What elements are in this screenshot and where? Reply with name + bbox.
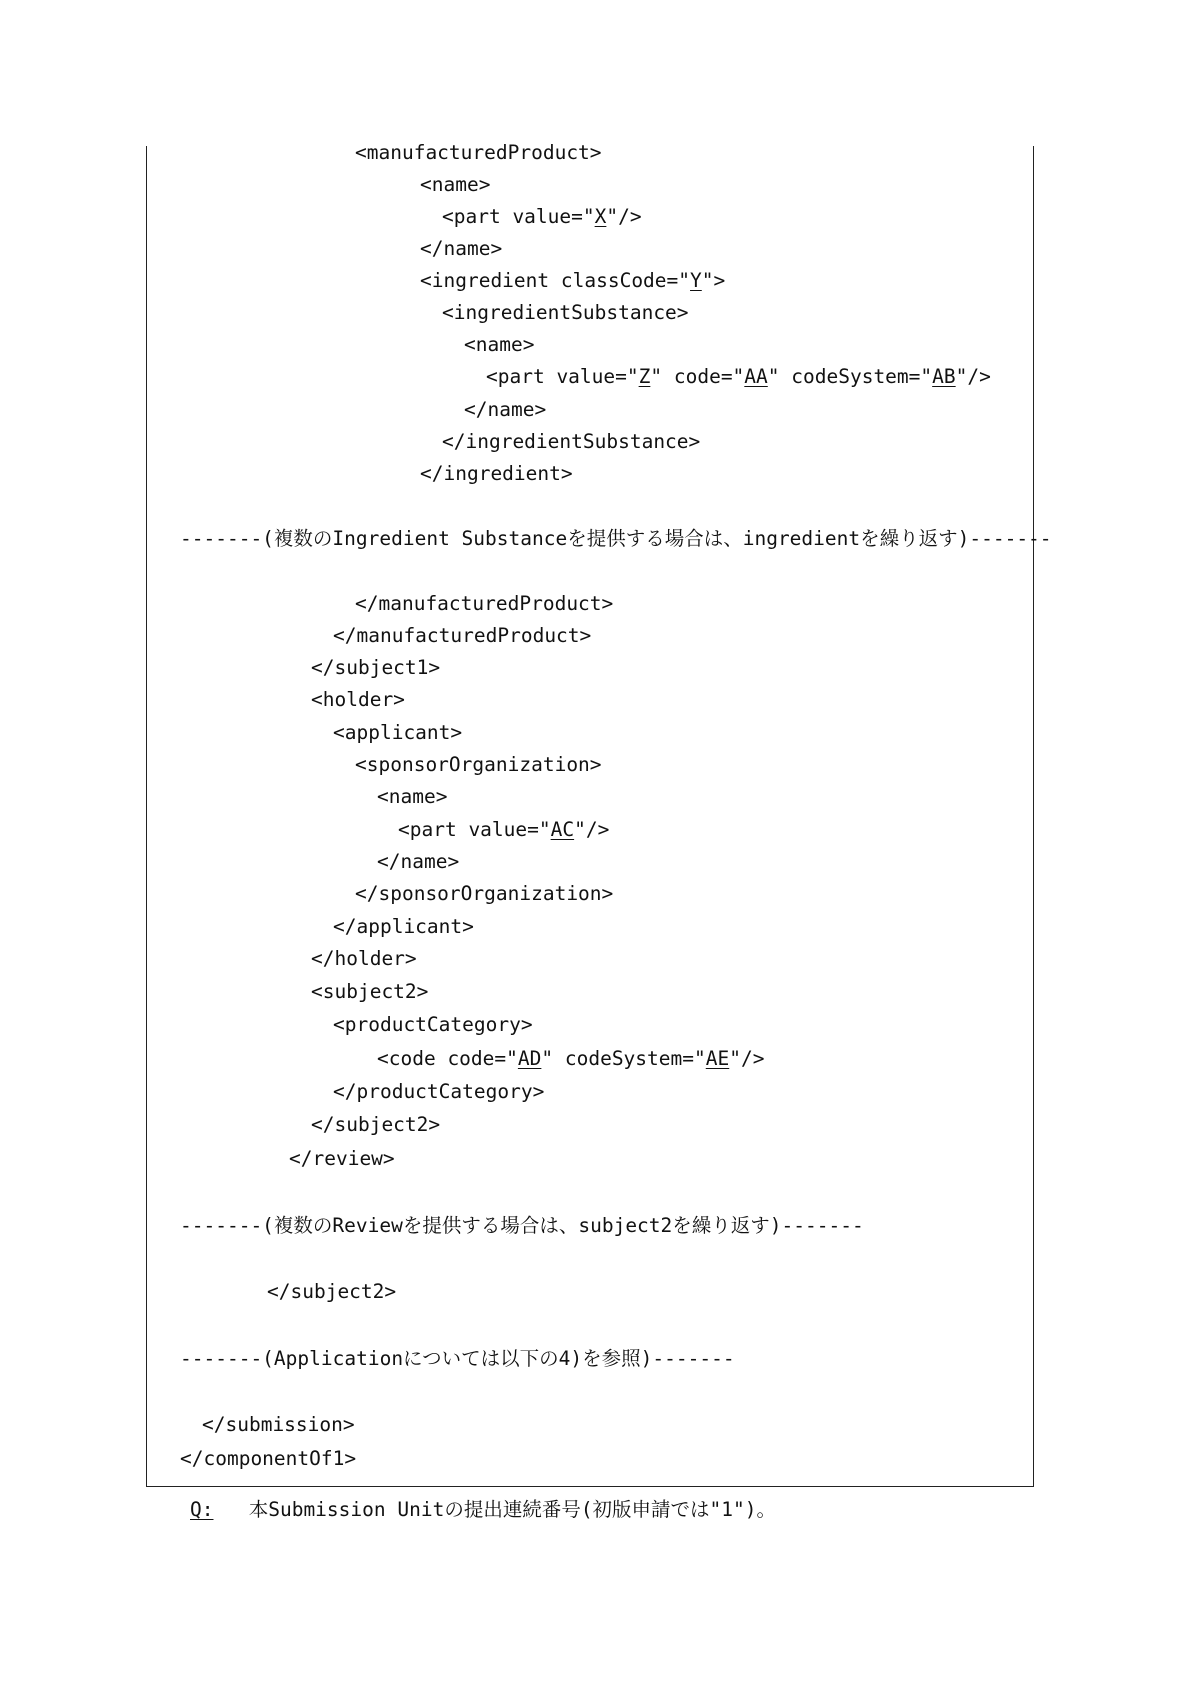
- placeholder-token: AA: [744, 365, 768, 388]
- code-text: " codeSystem=": [541, 1047, 706, 1070]
- code-text: <ingredientSubstance>: [442, 301, 689, 324]
- code-text: <sponsorOrganization>: [355, 753, 602, 776]
- footnote-text: 本Submission Unitの提出連続番号(初版申請では"1")。: [248, 1498, 777, 1521]
- code-line: [180, 1347, 735, 1371]
- code-text: <name>: [420, 173, 491, 196]
- code-line: [311, 947, 417, 971]
- code-line: [333, 915, 474, 939]
- placeholder-token: Z: [638, 365, 651, 388]
- code-line: [333, 1013, 533, 1037]
- code-text: <name>: [377, 785, 448, 808]
- placeholder-token: X: [594, 205, 607, 228]
- code-line: [377, 785, 447, 809]
- code-text: "/>: [606, 205, 642, 228]
- code-line: [311, 980, 428, 1004]
- code-text: </manufacturedProduct>: [333, 624, 592, 647]
- code-line: [267, 1280, 396, 1304]
- code-line: [464, 398, 546, 422]
- code-text: <part value=": [486, 365, 639, 388]
- code-text: </sponsorOrganization>: [355, 882, 614, 905]
- code-text: <name>: [464, 333, 535, 356]
- code-text: -------(複数のIngredient Substanceを提供する場合は、ingredientを繰り返す)-------: [180, 527, 1052, 550]
- code-text: "/>: [574, 818, 610, 841]
- code-line: [398, 818, 609, 842]
- placeholder-token: AB: [932, 365, 956, 388]
- placeholder-token: AE: [705, 1047, 730, 1070]
- code-line: [355, 882, 613, 906]
- code-line: [180, 1447, 356, 1471]
- code-line: [377, 850, 459, 874]
- code-text: </componentOf1>: [180, 1447, 357, 1470]
- code-text: ">: [701, 269, 726, 292]
- code-line: [180, 1214, 864, 1238]
- code-line: [355, 141, 602, 165]
- code-line: [311, 688, 405, 712]
- code-line: [333, 1080, 544, 1104]
- code-line: [442, 430, 700, 454]
- code-line: [311, 656, 440, 680]
- placeholder-token: AC: [550, 818, 575, 841]
- code-text: "/>: [729, 1047, 765, 1070]
- code-text: </name>: [420, 237, 503, 260]
- code-line: [311, 1113, 440, 1137]
- footnote: [190, 1498, 776, 1522]
- code-text: <productCategory>: [333, 1013, 533, 1036]
- code-text: </ingredientSubstance>: [442, 430, 701, 453]
- code-line: [420, 173, 490, 197]
- code-text: </holder>: [311, 947, 417, 970]
- code-text: "/>: [955, 365, 991, 388]
- code-line: [442, 205, 642, 229]
- code-line: [355, 592, 613, 616]
- code-line: [420, 269, 725, 293]
- code-text: <subject2>: [311, 980, 429, 1003]
- code-text: -------(Applicationについては以下の4)を参照)-------: [180, 1347, 735, 1370]
- code-text: </name>: [377, 850, 460, 873]
- code-text: <ingredient classCode=": [420, 269, 691, 292]
- code-line: [377, 1047, 764, 1071]
- code-line: [289, 1147, 395, 1171]
- code-text: <applicant>: [333, 721, 463, 744]
- code-text: </name>: [464, 398, 547, 421]
- code-text: </subject2>: [311, 1113, 441, 1136]
- placeholder-token: Y: [690, 269, 702, 292]
- code-line: [442, 301, 689, 325]
- code-text: </submission>: [202, 1413, 355, 1436]
- code-line: [180, 527, 1052, 551]
- code-line: [420, 462, 573, 486]
- footnote-label: Q:: [190, 1498, 214, 1521]
- code-text: <manufacturedProduct>: [355, 141, 602, 164]
- code-text: </productCategory>: [333, 1080, 545, 1103]
- code-text: </review>: [289, 1147, 395, 1170]
- code-text: </subject1>: [311, 656, 441, 679]
- code-text: <part value=": [442, 205, 595, 228]
- code-text: <code code=": [377, 1047, 518, 1070]
- code-text: </ingredient>: [420, 462, 573, 485]
- code-text: <part value=": [398, 818, 551, 841]
- code-text: -------(複数のReviewを提供する場合は、subject2を繰り返す)-------: [180, 1214, 864, 1237]
- code-line: [202, 1413, 355, 1437]
- code-line: [486, 365, 991, 389]
- code-text: </applicant>: [333, 915, 474, 938]
- code-line: [333, 624, 591, 648]
- code-text: " codeSystem=": [767, 365, 933, 388]
- code-text: " code=": [650, 365, 745, 388]
- code-text: </manufacturedProduct>: [355, 592, 614, 615]
- code-line: [420, 237, 502, 261]
- code-line: [464, 333, 534, 357]
- code-text: </subject2>: [267, 1280, 397, 1303]
- code-line: [333, 721, 462, 745]
- placeholder-token: AD: [517, 1047, 542, 1070]
- code-line: [355, 753, 602, 777]
- code-text: <holder>: [311, 688, 405, 711]
